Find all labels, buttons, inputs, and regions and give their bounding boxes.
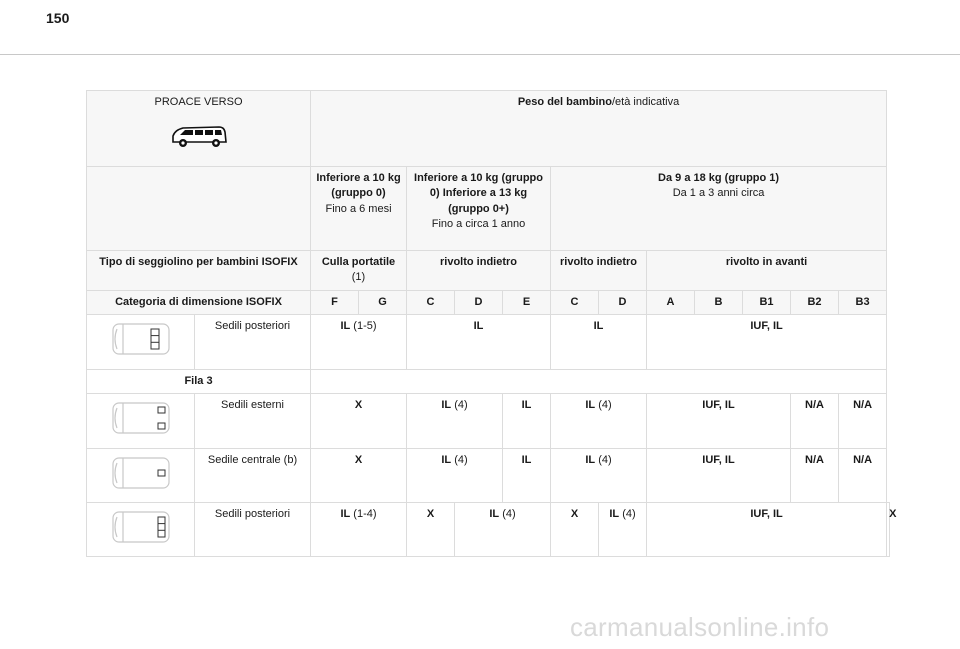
car-top-view-center-seat-icon [109, 453, 173, 493]
cat-b3: B3 [839, 291, 887, 315]
outer-seats-label: Sedili esterni [195, 394, 311, 448]
isofix-table: PROACE VERSO Peso del bambino/età indicativa Inferiore a 10 kg (gruppo 0) Fino a 6 mesi Inferiore a 10 kg (gruppo 0) Inferiore a 13 kg (gruppo 0+) Fino a circa 1 anno Da 9 a 18 kg (gruppo 1) Da 1 a 3 anni circa Tipo di seggiolino per bambini ISOFIX Culla portatile (1) rivolto indietro rivolto indietro rivolto in avanti Categoria di dimensione ISOFIX F G C D E C D A B B1 B2 B3 Sedili posteriori IL (1-5) IL IL IUF, IL Fila 3 Sedili esterni X IL (4) IL IL (4) IUF, IL N/A N/A Sedile centrale (b) X IL (4) IL IL (4) IUF, IL N/A N/A Sedili posteriori IL (1-4) X IL (4) X IL (4) IUF, IL X [86, 90, 890, 557]
weight-label: Peso del bambino [517, 96, 612, 108]
row2-label: Sedili posteriori [195, 315, 311, 369]
van-icon [169, 124, 229, 150]
group-0-cell: Inferiore a 10 kg (gruppo 0) Fino a 6 mesi [311, 167, 407, 251]
age-label: /età indicativa [611, 96, 680, 108]
category-label: Categoria di dimensione ISOFIX [87, 291, 311, 315]
page-number: 150 [46, 10, 70, 26]
car-top-view-outer-seats-icon [109, 398, 173, 438]
group-1-cell: Da 9 a 18 kg (gruppo 1) Da 1 a 3 anni circa [551, 167, 887, 251]
cat-c: C [407, 291, 455, 315]
cat-a: A [647, 291, 695, 315]
cat-b1: B1 [743, 291, 791, 315]
cat-e: E [503, 291, 551, 315]
cat-b2: B2 [791, 291, 839, 315]
cat-b: B [695, 291, 743, 315]
top-divider [0, 54, 960, 55]
watermark: carmanualsonline.info [570, 612, 830, 642]
fila-3-label: Fila 3 [87, 369, 311, 393]
forward-facing-cell: rivolto in avanti [647, 251, 887, 291]
car-top-view-rear-seats-icon [109, 319, 173, 359]
rear-facing-cell: rivolto indietro [407, 251, 551, 291]
rear-seats-label: Sedili posteriori [195, 502, 311, 556]
rear-facing-2-cell: rivolto indietro [551, 251, 647, 291]
car-top-view-back-seats-icon [109, 507, 173, 547]
carrycot-cell: Culla portatile (1) [311, 251, 407, 291]
cat-g: G [359, 291, 407, 315]
cat-c2: C [551, 291, 599, 315]
group-0plus-cell: Inferiore a 10 kg (gruppo 0) Inferiore a 13 kg (gruppo 0+) Fino a circa 1 anno [407, 167, 551, 251]
cat-f: F [311, 291, 359, 315]
cat-d2: D [599, 291, 647, 315]
center-seat-label: Sedile centrale (b) [195, 448, 311, 502]
cat-d: D [455, 291, 503, 315]
vehicle-name: PROACE VERSO [154, 96, 243, 108]
seat-type-label: Tipo di seggiolino per bambini ISOFIX [87, 251, 311, 291]
weight-header [311, 91, 887, 167]
vehicle-header [87, 91, 311, 167]
